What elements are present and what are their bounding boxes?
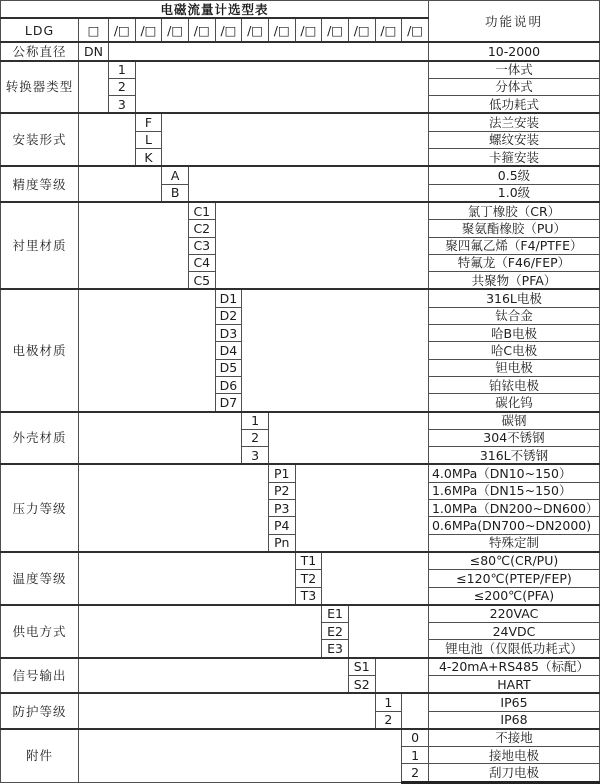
option-desc-cell: 220VAC: [428, 605, 599, 623]
option-code-cell: E1: [322, 605, 349, 623]
spacer-cell: [109, 42, 429, 60]
spacer-cell: [79, 464, 269, 551]
option-code-cell: P4: [268, 517, 295, 534]
category-label: 供电方式: [1, 605, 79, 658]
spacer-cell: [322, 552, 429, 605]
spacer-cell: [79, 113, 136, 166]
option-desc-cell: 分体式: [428, 78, 599, 95]
option-desc-cell: 锂电池（仅限低功耗式）: [428, 640, 599, 658]
spacer-cell: [375, 658, 428, 694]
category-label: 精度等级: [1, 166, 79, 202]
option-code-cell: D7: [215, 394, 242, 412]
option-desc-cell: 铂铱电极: [428, 376, 599, 393]
category-label: 公称直径: [1, 42, 79, 60]
model-code-slot: /□: [135, 18, 162, 42]
option-code-cell: E3: [322, 640, 349, 658]
option-code-cell: 1: [242, 412, 269, 430]
option-code-cell: P3: [268, 500, 295, 517]
option-desc-cell: 共聚物（PFA）: [428, 272, 599, 290]
spacer-cell: [79, 412, 242, 465]
option-desc-cell: 碳化钨: [428, 394, 599, 412]
category-label: 温度等级: [1, 552, 79, 605]
model-code-slot: /□: [109, 18, 136, 42]
category-label: 转换器类型: [1, 61, 79, 114]
option-code-cell: B: [162, 184, 189, 202]
spacer-cell: [79, 693, 376, 729]
option-desc-cell: ≤200℃(PFA): [428, 587, 599, 605]
option-desc-cell: HART: [428, 675, 599, 693]
option-desc-cell: ≤120℃(PTEP/FEP): [428, 570, 599, 587]
option-code-cell: F: [135, 113, 162, 131]
category-label: 信号输出: [1, 658, 79, 694]
option-desc-cell: 特殊定制: [428, 534, 599, 552]
spacer-cell: [348, 605, 428, 658]
option-code-cell: 1: [375, 693, 402, 711]
option-code-cell: T3: [295, 587, 322, 605]
option-code-cell: 2: [109, 78, 136, 95]
option-desc-cell: 刮刀电极: [428, 764, 599, 782]
option-desc-cell: 不接地: [428, 729, 599, 747]
option-desc-cell: 1.0MPa（DN200~DN600）: [428, 500, 599, 517]
option-desc-cell: 法兰安装: [428, 113, 599, 131]
spacer-cell: [188, 166, 428, 202]
function-column-header: 功能说明: [428, 1, 599, 43]
option-desc-cell: 316L电极: [428, 289, 599, 307]
option-desc-cell: 0.6MPa(DN700~DN2000): [428, 517, 599, 534]
option-code-cell: D6: [215, 376, 242, 393]
option-code-cell: 3: [242, 447, 269, 465]
option-desc-cell: 聚氨酯橡胶（PU）: [428, 220, 599, 237]
category-label: 衬里材质: [1, 202, 79, 289]
option-desc-cell: 哈B电极: [428, 325, 599, 342]
option-desc-cell: 0.5级: [428, 166, 599, 184]
option-desc-cell: 卡箍安装: [428, 149, 599, 167]
spacer-cell: [79, 166, 162, 202]
model-code-slot: /□: [295, 18, 322, 42]
option-desc-cell: 接地电极: [428, 747, 599, 764]
spacer-cell: [79, 729, 402, 782]
option-code-cell: 1: [109, 61, 136, 79]
option-code-cell: D2: [215, 307, 242, 324]
model-code-slot: /□: [268, 18, 295, 42]
option-code-cell: 1: [402, 747, 429, 764]
option-code-cell: D3: [215, 325, 242, 342]
model-digit-box: □: [79, 18, 109, 42]
option-desc-cell: 10-2000: [428, 42, 599, 60]
option-code-cell: 2: [375, 711, 402, 729]
spacer-cell: [215, 202, 428, 289]
option-desc-cell: 钛合金: [428, 307, 599, 324]
option-code-cell: S2: [348, 675, 375, 693]
option-desc-cell: 低功耗式: [428, 96, 599, 114]
model-code-slot: /□: [348, 18, 375, 42]
category-label: 防护等级: [1, 693, 79, 729]
option-code-cell: D1: [215, 289, 242, 307]
option-code-cell: DN: [79, 42, 109, 60]
spacer-cell: [79, 552, 296, 605]
option-code-cell: C1: [188, 202, 215, 220]
model-code-slot: /□: [375, 18, 402, 42]
spacer-cell: [79, 61, 109, 114]
model-code-slot: /□: [242, 18, 269, 42]
option-code-cell: P2: [268, 482, 295, 499]
option-code-cell: T2: [295, 570, 322, 587]
option-desc-cell: 聚四氟乙烯（F4/PTFE）: [428, 237, 599, 254]
option-code-cell: C5: [188, 272, 215, 290]
option-desc-cell: IP68: [428, 711, 599, 729]
option-code-cell: 2: [402, 764, 429, 782]
spacer-cell: [79, 658, 349, 694]
option-code-cell: T1: [295, 552, 322, 570]
option-code-cell: D4: [215, 342, 242, 359]
model-code-slot: /□: [162, 18, 189, 42]
option-desc-cell: 螺纹安装: [428, 131, 599, 148]
option-code-cell: E2: [322, 623, 349, 640]
option-desc-cell: 1.6MPa（DN15~150）: [428, 482, 599, 499]
model-code-slot: /□: [402, 18, 429, 42]
option-code-cell: 3: [109, 96, 136, 114]
option-desc-cell: 4-20mA+RS485（标配）: [428, 658, 599, 676]
option-code-cell: S1: [348, 658, 375, 676]
table-title: 电磁流量计选型表: [1, 1, 429, 19]
model-code-slot: /□: [188, 18, 215, 42]
category-label: 外壳材质: [1, 412, 79, 465]
category-label: 附件: [1, 729, 79, 782]
option-desc-cell: ≤80℃(CR/PU): [428, 552, 599, 570]
option-code-cell: C3: [188, 237, 215, 254]
option-desc-cell: 4.0MPa（DN10~150）: [428, 464, 599, 482]
option-desc-cell: IP65: [428, 693, 599, 711]
spacer-cell: [162, 113, 429, 166]
model-prefix-cell: LDG: [1, 18, 79, 42]
spacer-cell: [268, 412, 428, 465]
option-desc-cell: 316L不锈钢: [428, 447, 599, 465]
spacer-cell: [135, 61, 428, 114]
category-label: 压力等级: [1, 464, 79, 551]
option-code-cell: K: [135, 149, 162, 167]
category-label: 安装形式: [1, 113, 79, 166]
option-code-cell: C2: [188, 220, 215, 237]
option-desc-cell: 304不锈钢: [428, 429, 599, 446]
option-code-cell: D5: [215, 359, 242, 376]
spacer-cell: [402, 693, 429, 729]
spacer-cell: [79, 202, 189, 289]
option-desc-cell: 氯丁橡胶（CR）: [428, 202, 599, 220]
option-code-cell: 2: [242, 429, 269, 446]
option-desc-cell: 钽电极: [428, 359, 599, 376]
option-desc-cell: 碳钢: [428, 412, 599, 430]
option-code-cell: A: [162, 166, 189, 184]
spacer-cell: [79, 605, 322, 658]
option-code-cell: L: [135, 131, 162, 148]
option-code-cell: C4: [188, 254, 215, 271]
spacer-cell: [79, 289, 216, 411]
spacer-cell: [242, 289, 429, 411]
option-desc-cell: 一体式: [428, 61, 599, 79]
option-code-cell: 0: [402, 729, 429, 747]
option-code-cell: Pn: [268, 534, 295, 552]
option-desc-cell: 1.0级: [428, 184, 599, 202]
option-desc-cell: 24VDC: [428, 623, 599, 640]
model-code-slot: /□: [215, 18, 242, 42]
spacer-cell: [295, 464, 428, 551]
category-label: 电极材质: [1, 289, 79, 411]
model-code-slot: /□: [322, 18, 349, 42]
option-code-cell: P1: [268, 464, 295, 482]
option-desc-cell: 特氟龙（F46/FEP）: [428, 254, 599, 271]
option-desc-cell: 哈C电极: [428, 342, 599, 359]
